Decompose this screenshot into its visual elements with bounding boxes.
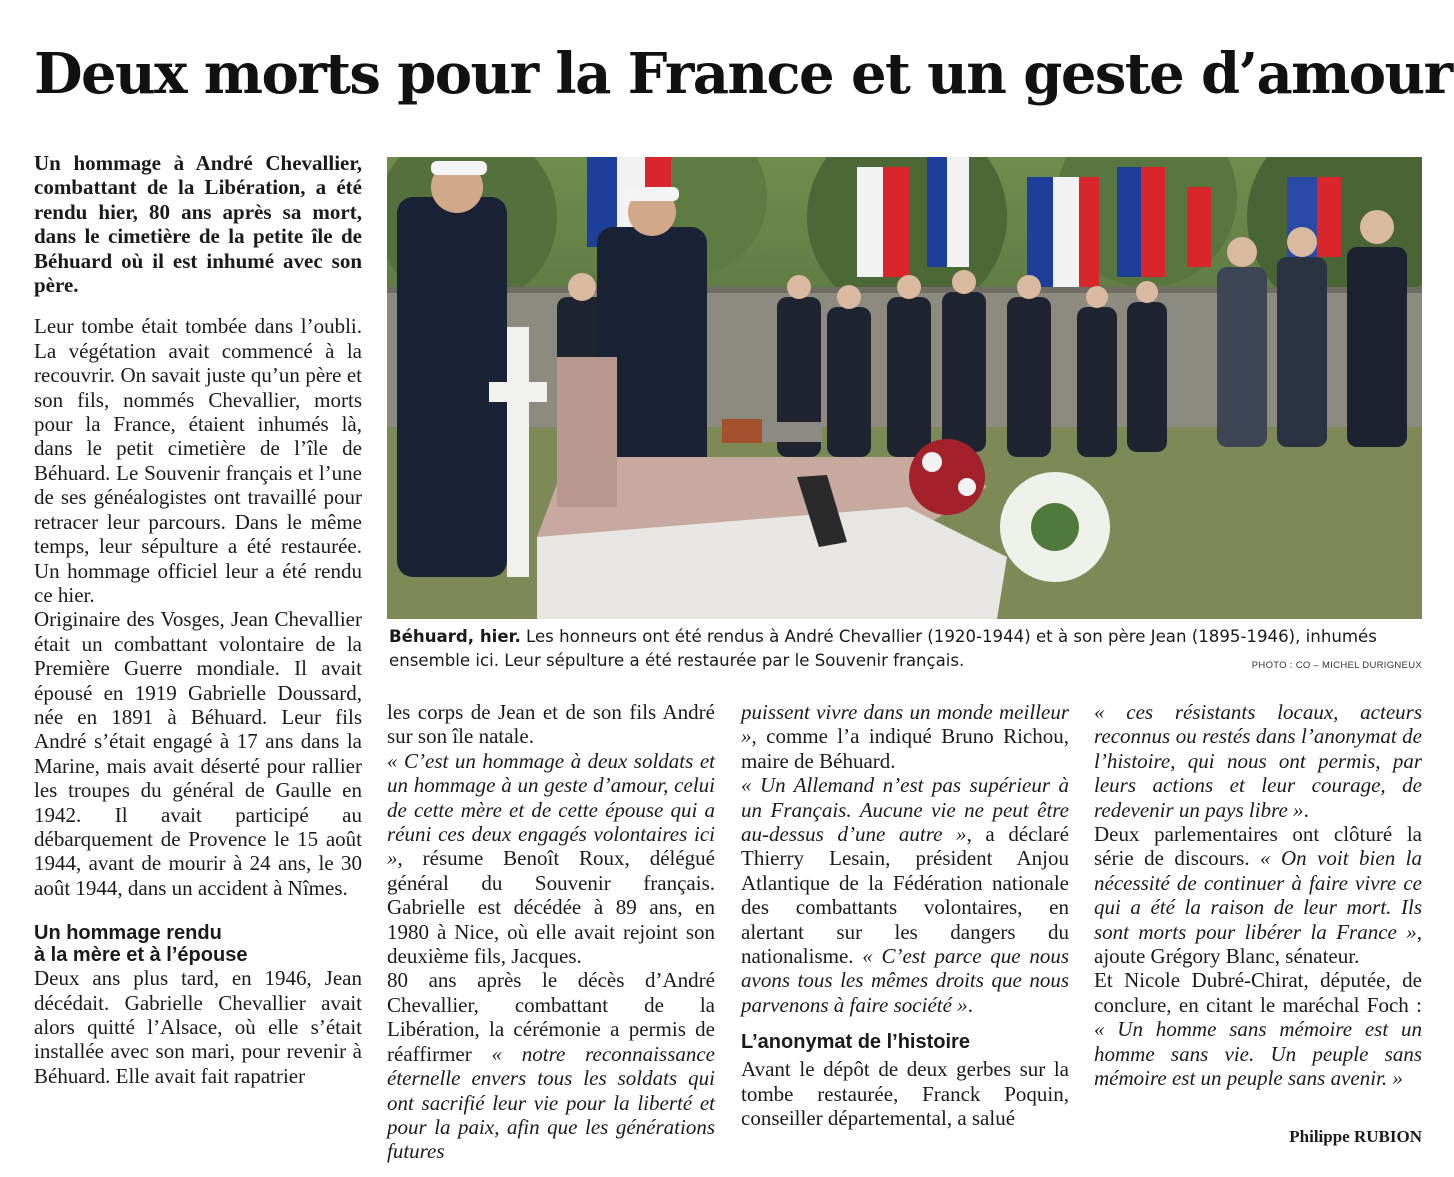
col4-paragraph-2 (1094, 822, 1422, 968)
col1-paragraph-2: Originaire des Vosges, Jean Chevallier était un combattant volontaire de la Première Guerre mondiale. Il avait épousé en 1919 Gabrielle Doussard, née en 1891 à Béhuard. Leur fils André s’était engagé à 17 ans dans la Marine, mais avait déserté pour rallier les troupes du général de Gaulle en 1942. Il avait participé au débarquement de Provence le 15 août 1944, avant de mourir à 24 ans, le 30 août 1944, dans un accident à Nîmes. (34, 607, 362, 900)
headline: Deux morts pour la France et un geste d’amour (34, 41, 1452, 107)
column-1 (34, 151, 362, 1088)
col3-paragraph-2-text: , a déclaré Thierry Lesain, président Anjou Atlantique de la Fédération nationale des combattants volontaires, en alertant sur les dangers du nationalisme. (741, 822, 1069, 969)
subheading-anonymat: L’anonymat de l’histoire (741, 1031, 970, 1054)
byline (1289, 1127, 1422, 1147)
ceremony-photo (387, 157, 1422, 619)
ceremony-photo-illustration (387, 157, 1422, 619)
quote-benoit-roux: « C’est un hommage à deux soldats et un hommage à un geste d’amour, celui de cette mère et de cette épouse qui a réuni ces deux engagés volontaires ici » (387, 748, 715, 871)
col2-paragraph-3-text: 80 ans après le décès d’André Chevallier, combattant de la Libération, la cérémonie a permis de réaffirmer (387, 968, 715, 1066)
col3-paragraph-1-text: , comme l’a indiqué Bruno Richou, maire de Béhuard. (741, 724, 1069, 773)
col2-paragraph-2-text: , résume Benoît Roux, délégué général du Souvenir français. Gabrielle est décédée à 89 ans, en 1980 à Nice, où elle avait rejoint son deuxième fils, Jacques. (387, 846, 715, 969)
quote-foch: « Un homme sans mémoire est un homme sans vie. Un peuple sans mémoire est un peuple sans avenir. » (1094, 1017, 1422, 1091)
col4-paragraph-3-text: Et Nicole Dubré-Chirat, députée, de conclure, en citant le maréchal Foch : (1094, 968, 1422, 1017)
col3-paragraph-3: Avant le dépôt de deux gerbes sur la tombe restaurée, Franck Poquin, conseiller départemental, a salué (741, 1057, 1069, 1131)
col4-paragraph-3 (1094, 968, 1422, 1090)
quote-resistants: « ces résistants locaux, acteurs reconnus ou restés dans l’anonymat de l’histoire, qui nous ont permis, par leurs actions et leur courage, de redevenir un pays libre » (1094, 700, 1422, 822)
byline-last-name: RUBION (1353, 1127, 1422, 1146)
caption-lead: Béhuard, hier. (389, 627, 521, 646)
col3-paragraph-1 (741, 700, 1069, 773)
chapo: Un hommage à André Chevallier, combattant de la Libération, a été rendu hier, 80 ans après sa mort, dans le cimetière de la petite île de Béhuard où il est inhumé avec son père. (34, 151, 362, 298)
quote-reconnaissance: « notre reconnaissance éternelle envers tous les soldats qui ont sacrifié leur vie pour la liberté et pour la paix, afin que les générations futures (387, 1041, 716, 1164)
col4-paragraph-1-end: . (1303, 797, 1309, 822)
col4-paragraph-1 (1094, 700, 1422, 822)
caption-text: Les honneurs ont été rendus à André Chevallier (1920-1944) et à son père Jean (1895-1946), inhumés ensemble ici. Leur sépulture a été restaurée par le Souvenir français. (389, 627, 1377, 670)
subheading-mere-epouse (34, 922, 362, 966)
column-2 (387, 700, 715, 1164)
col1-paragraph-1: Leur tombe était tombée dans l’oubli. La végétation avait commencé à la recouvrir. On savait juste qu’un père et son fils, nommés Chevallier, morts pour la France, étaient inhumés là, dans le petit cimetière de l’île de Béhuard. Le Souvenir français et l’une de ses généalogistes ont travaillé pour retracer leur parcours. Dans le même temps, leur sépulture a été restaurée. Un hommage officiel leur a été rendu ce hier. (34, 314, 362, 607)
subheading-line-1: Un hommage rendu (34, 922, 222, 945)
subheading-line-2: à la mère et à l’épouse (34, 944, 248, 967)
quote-monde-meilleur: puissent vivre dans un monde meilleur » (741, 700, 1069, 749)
col3-paragraph-2-end: . (967, 992, 973, 1017)
col3-paragraph-2 (741, 773, 1069, 1017)
quote-gregory-blanc: « On voit bien la nécessité de continuer à faire vivre ce qui a été la raison de leur mort. Ils sont morts pour libérer la France » (1094, 846, 1422, 944)
col2-paragraph-1: les corps de Jean et de son fils André sur son île natale. (387, 700, 715, 749)
column-3 (741, 700, 1069, 1131)
quote-faire-societe: « C’est parce que nous avons tous les mêmes droits que nous parvenons à faire société » (741, 944, 1069, 1017)
photo-credit: PHOTO : CO – MICHEL DURIGNEUX (1251, 660, 1422, 671)
col4-paragraph-2-end: , ajoute Grégory Blanc, sénateur. (1094, 919, 1422, 969)
col1-paragraph-3: Deux ans plus tard, en 1946, Jean décédait. Gabrielle Chevallier avait alors quitté l’Alsace, où elle s’était installée avec son mari, pour revenir à Béhuard. Elle avait fait rapatrier (34, 966, 362, 1088)
col2-paragraph-2 (387, 749, 715, 969)
col2-paragraph-3 (387, 968, 715, 1163)
column-4 (1094, 700, 1422, 1091)
byline-first-name: Philippe (1289, 1127, 1354, 1146)
col4-paragraph-2-text: Deux parlementaires ont clôturé la série de discours. (1094, 822, 1422, 871)
quote-thierry-lesain: « Un Allemand n’est pas supérieur à un Français. Aucune vie ne peut être au-dessus d’une autre » (741, 773, 1069, 847)
